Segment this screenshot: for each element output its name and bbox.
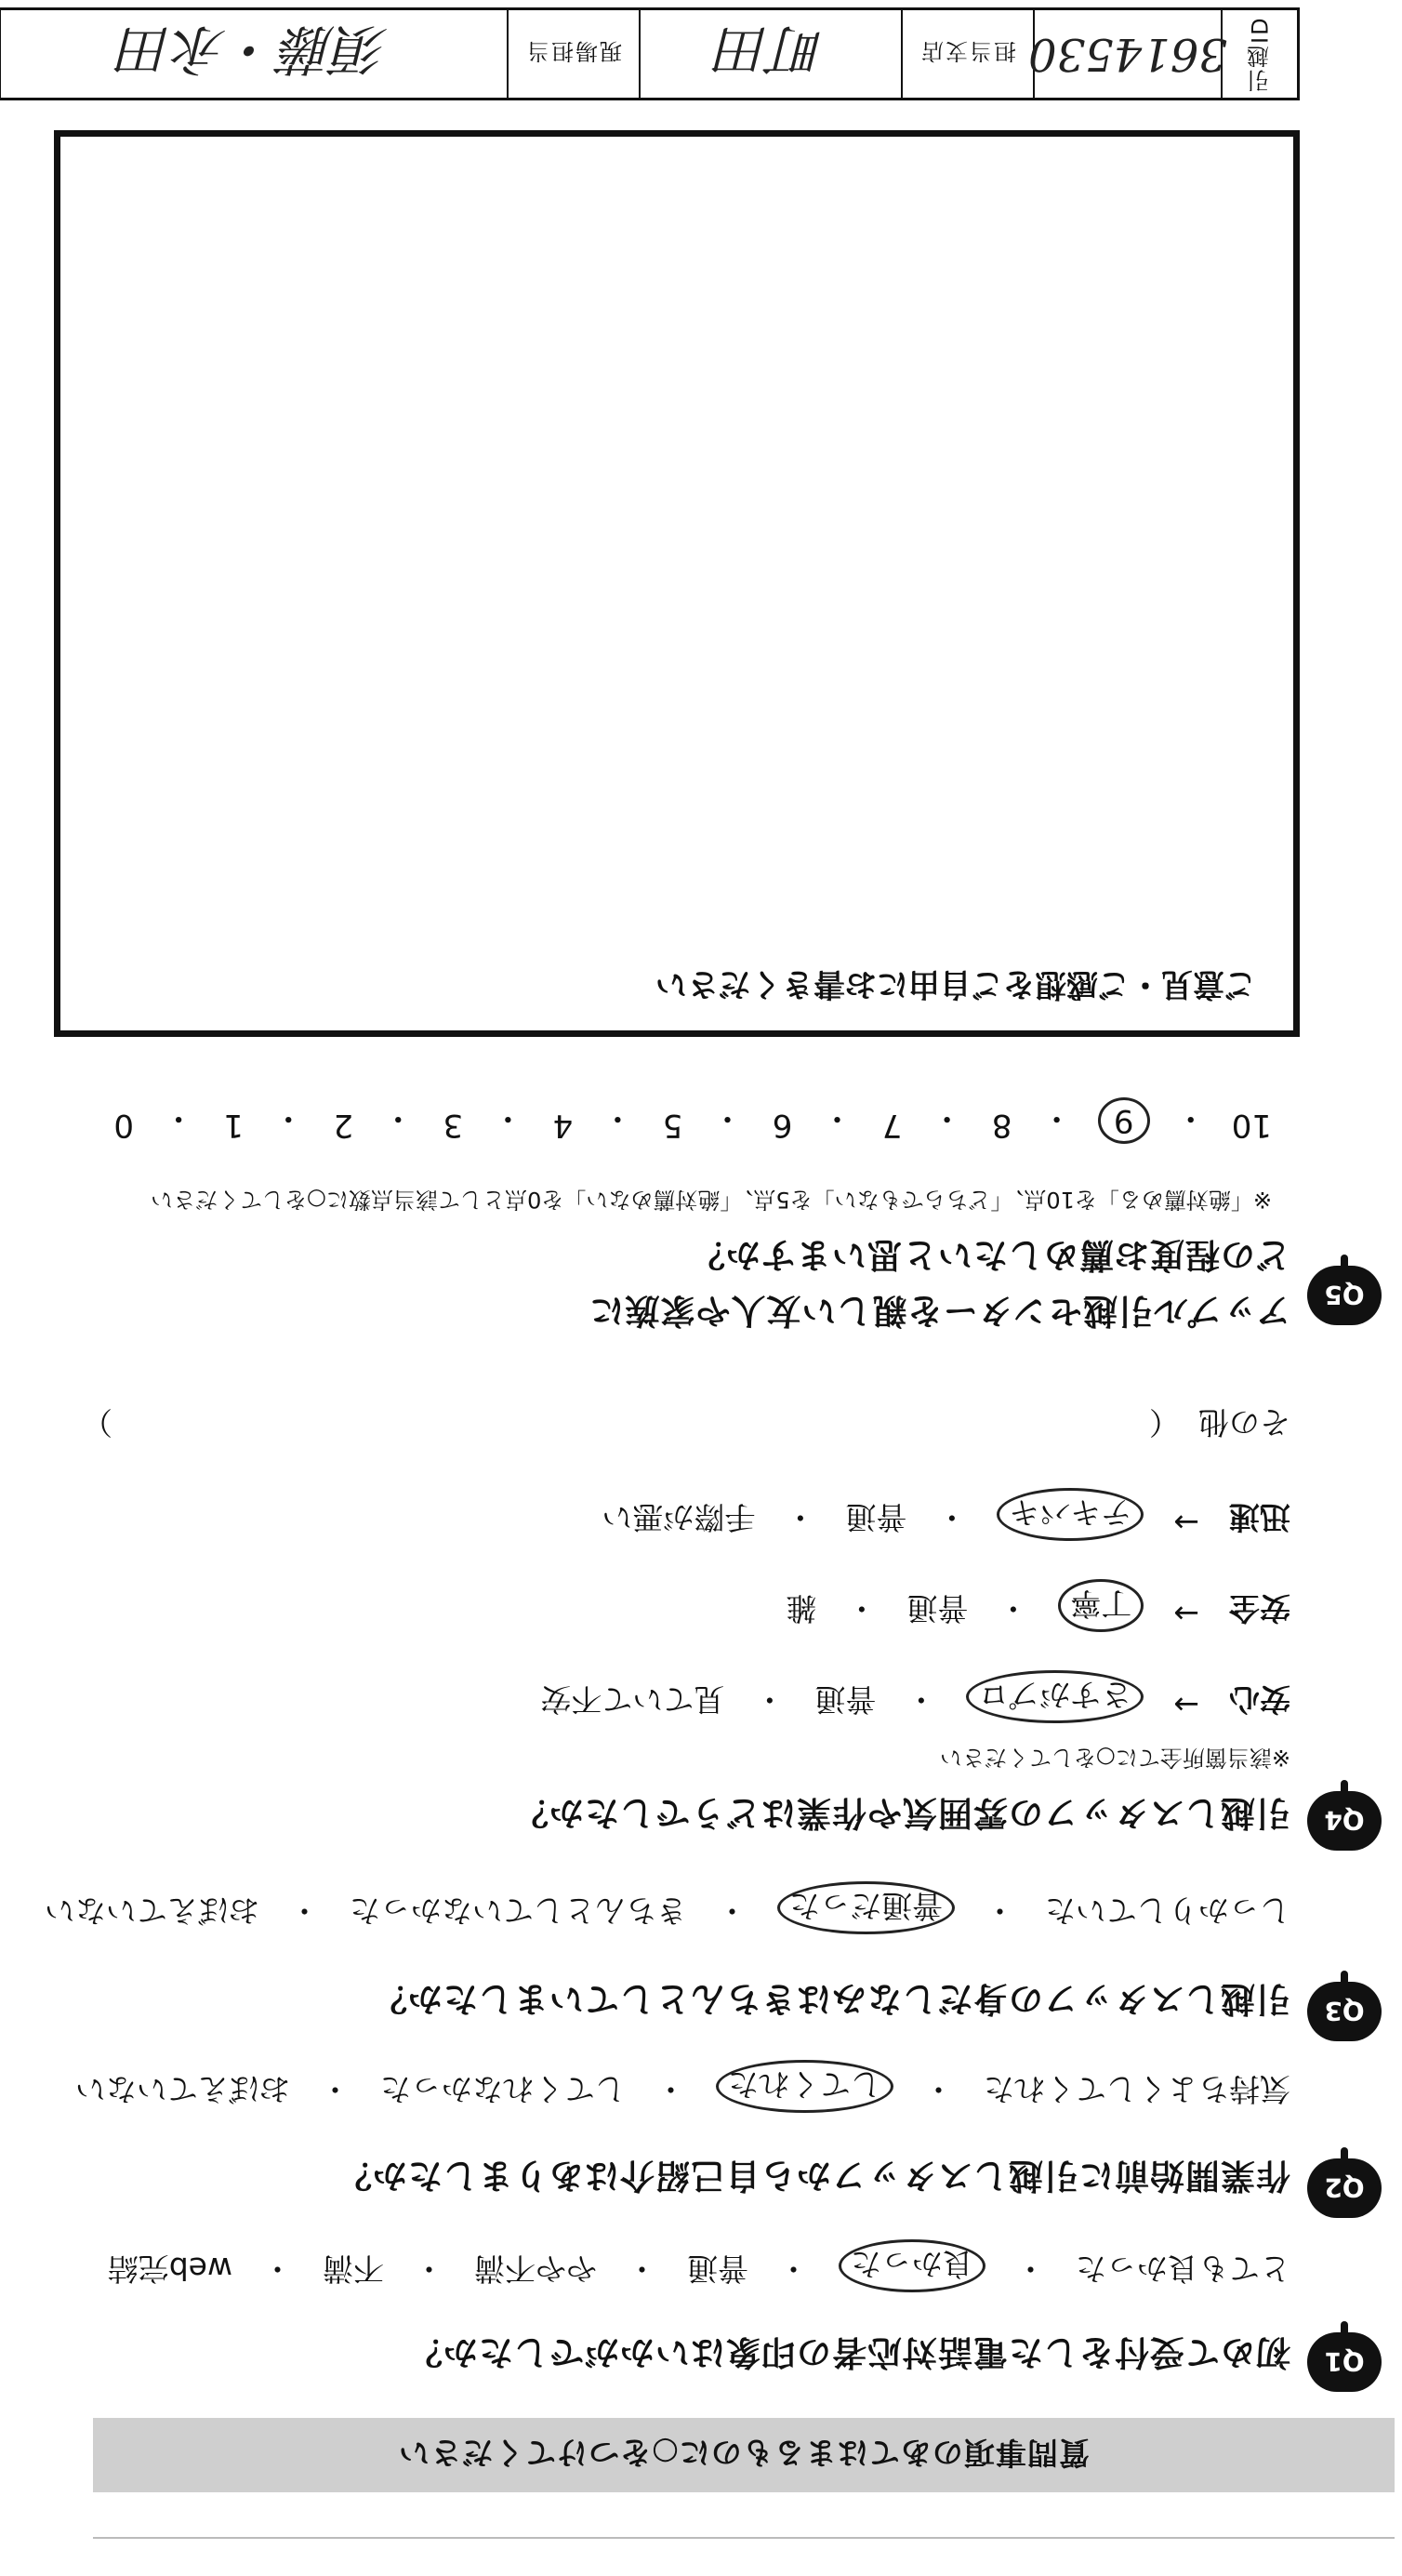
scale-3[interactable]: 3 xyxy=(443,1107,464,1144)
q4-reassurance-opt2[interactable]: 普通 xyxy=(814,1681,877,1718)
instruction-banner: 質問事項のあてはまるものに○をつけてください xyxy=(93,2418,1395,2492)
bottom-rule xyxy=(93,2537,1395,2539)
q5-line1: アップル引越センターを親しい友人や家族に xyxy=(589,1291,1290,1331)
q4-safety-opt1[interactable]: 丁寧 xyxy=(1058,1579,1144,1632)
scale-2[interactable]: 2 xyxy=(333,1107,354,1144)
q2-opt3[interactable]: してくれなかった xyxy=(380,2071,626,2107)
branch-label: 担当支店 xyxy=(901,10,1033,98)
q5-note: ※「絶対薦める」を10点、「どちらでもない」を5点、「絶対薦めない」を0点として該当点数に○をしてください xyxy=(151,1187,1272,1213)
q4-reassurance-arrow: → xyxy=(1173,1687,1199,1723)
id-label: 引越ID xyxy=(1221,10,1297,98)
q4-speed-arrow: → xyxy=(1173,1505,1199,1541)
q3-badge: Q3 xyxy=(1307,1982,1382,2041)
q1-options: とても良かった ・ 良かった ・ 普通 ・ やや不満 ・ 不満 ・ web完結 xyxy=(108,2239,1290,2292)
q5-note-wrap xyxy=(110,1186,1272,1218)
q2-opt2[interactable]: してくれた xyxy=(716,2060,893,2113)
scale-4[interactable]: 4 xyxy=(552,1107,574,1144)
q5-line2: どの程度お薦めしたいと思いますか？ xyxy=(690,1235,1290,1275)
q1-opt6[interactable]: web完結 xyxy=(107,2251,232,2287)
branch-value: 町田 xyxy=(639,10,901,98)
q4-reassurance-label: 安心 xyxy=(1229,1681,1290,1718)
q4-reassurance-opt1[interactable]: さすがプロ xyxy=(966,1670,1144,1723)
q1-badge: Q1 xyxy=(1307,2332,1382,2392)
q1-opt1[interactable]: とても良かった xyxy=(1076,2251,1290,2287)
q4-speed-opt3[interactable]: 手際が悪い xyxy=(602,1499,756,1535)
scale-6[interactable]: 6 xyxy=(772,1107,793,1144)
q3-opt2[interactable]: 普通だった xyxy=(777,1881,955,1934)
q4-row-reassurance: 安心 → さすがプロ ・ 普通 ・ 見ていて不安 xyxy=(540,1670,1290,1723)
q5-badge: Q5 xyxy=(1307,1266,1382,1325)
q2-options: 気持ちよくしてくれた ・ してくれた ・ してくれなかった ・ おぼえていない xyxy=(75,2060,1290,2113)
scale-0[interactable]: 0 xyxy=(113,1107,134,1144)
q1-opt4[interactable]: やや不満 xyxy=(474,2251,597,2287)
q2-text: 作業開始前に引越しスタッフから自己紹介はありましたか？ xyxy=(337,2156,1290,2196)
q1-opt3[interactable]: 普通 xyxy=(687,2251,748,2287)
scale-7[interactable]: 7 xyxy=(881,1107,903,1144)
q2-opt1[interactable]: 気持ちよくしてくれた xyxy=(984,2071,1290,2107)
id-bar xyxy=(0,7,1300,100)
q2-opt4[interactable]: おぼえていない xyxy=(75,2071,290,2107)
q1-opt2[interactable]: 良かった xyxy=(839,2239,985,2292)
leader-value: 須藤・永田 xyxy=(119,18,390,81)
id-value: 3614530 xyxy=(1033,10,1221,98)
q5-scale: 10 ・ 9 ・ 8 ・ 7 ・ 6 ・ 5 ・ 4 ・ 3 ・ 2 ・ 1 ・ 0 xyxy=(110,1097,1272,1144)
q4-safety-label: 安全 xyxy=(1229,1590,1290,1627)
scale-10[interactable]: 10 xyxy=(1231,1107,1272,1144)
scale-5[interactable]: 5 xyxy=(662,1107,683,1144)
q4-badge: Q4 xyxy=(1307,1791,1382,1851)
q4-safety-opt2[interactable]: 普通 xyxy=(906,1590,969,1627)
comment-label: ご意見・ご感想をご自由にお書きください xyxy=(655,965,1256,1003)
q1-opt5[interactable]: 不満 xyxy=(323,2251,384,2287)
comment-box[interactable] xyxy=(54,130,1300,1037)
q3-text: 引越しスタッフの身だしなみはきちんとしていましたか？ xyxy=(372,1979,1290,2019)
q3-options: しっかりしていた ・ 普通だった ・ きちんとしていなかった ・ おぼえていない xyxy=(45,1881,1290,1934)
q4-speed-label: 迅速 xyxy=(1229,1499,1290,1535)
q4-row-safety: 安全 → 丁寧 ・ 普通 ・ 雑 xyxy=(786,1579,1290,1632)
q3-opt1[interactable]: しっかりしていた xyxy=(1045,1892,1290,1929)
scale-8[interactable]: 8 xyxy=(991,1107,1012,1144)
q1-text: 初めて受付をした電話対応者の印象はいかがでしたか？ xyxy=(407,2332,1290,2372)
leader-label: 現場担当 xyxy=(507,10,639,98)
q4-other-close: ） xyxy=(82,1404,112,1441)
q4-other-open: （ xyxy=(1149,1404,1180,1441)
q3-opt4[interactable]: おぼえていない xyxy=(45,1892,259,1929)
q4-reassurance-opt3[interactable]: 見ていて不安 xyxy=(540,1681,725,1718)
q4-row-speed: 迅速 → テキパキ ・ 普通 ・ 手際が悪い xyxy=(602,1488,1290,1541)
scale-9[interactable]: 9 xyxy=(1098,1097,1150,1144)
scale-1[interactable]: 1 xyxy=(223,1107,244,1144)
q3-opt3[interactable]: きちんとしていなかった xyxy=(350,1892,687,1929)
q4-other-label: その他 xyxy=(1198,1404,1290,1441)
q2-badge: Q2 xyxy=(1307,2158,1382,2218)
q4-speed-opt2[interactable]: 普通 xyxy=(845,1499,907,1535)
q4-safety-arrow: → xyxy=(1173,1596,1199,1632)
q4-note: ※該当箇所全てに○をしてください xyxy=(939,1745,1290,1771)
q4-speed-opt1[interactable]: テキパキ xyxy=(997,1488,1144,1541)
q4-text: 引越しスタッフの雰囲気や作業はどうでしたか？ xyxy=(513,1793,1290,1833)
q4-other-field[interactable] xyxy=(112,1402,1149,1446)
q4-safety-opt3[interactable]: 雑 xyxy=(786,1590,817,1627)
q4-other-row xyxy=(82,1402,1290,1446)
